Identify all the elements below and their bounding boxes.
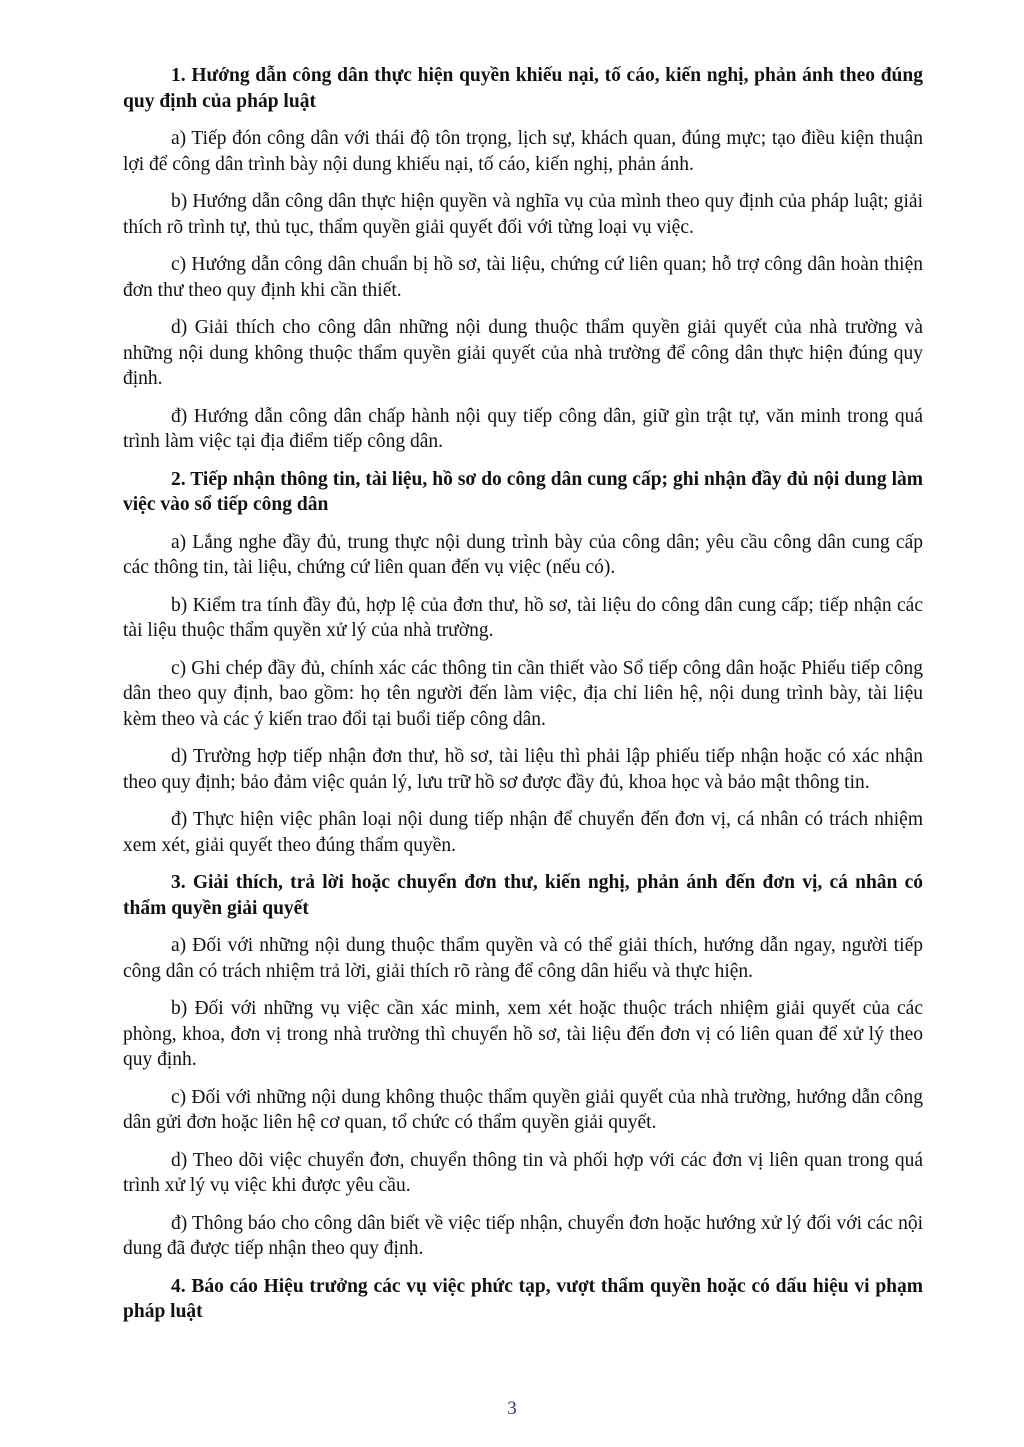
paragraph: đ) Hướng dẫn công dân chấp hành nội quy tiếp công dân, giữ gìn trật tự, văn minh trong quá trình làm việc tại địa điểm tiếp công dân. — [123, 405, 923, 452]
section-heading: 4. Báo cáo Hiệu trưởng các vụ việc phức tạp, vượt thẩm quyền hoặc có dấu hiệu vi phạm pháp luật — [123, 1275, 923, 1322]
paragraph: a) Đối với những nội dung thuộc thẩm quyền và có thể giải thích, hướng dẫn ngay, người tiếp công dân có trách nhiệm trả lời, giải thích rõ ràng để công dân hiểu và thực hiện. — [123, 935, 923, 982]
paragraph: d) Trường hợp tiếp nhận đơn thư, hồ sơ, tài liệu thì phải lập phiếu tiếp nhận hoặc có xác nhận theo quy định; bảo đảm việc quản lý, lưu trữ hồ sơ được đầy đủ, khoa học và bảo mật thông tin. — [123, 746, 923, 793]
section-3 — [123, 870, 923, 1262]
section-4 — [123, 1274, 923, 1325]
paragraph: b) Hướng dẫn công dân thực hiện quyền và nghĩa vụ của mình theo quy định của pháp luật; giải thích rõ trình tự, thủ tục, thẩm quyền giải quyết đối với từng loại vụ việc. — [123, 191, 923, 238]
paragraph: đ) Thực hiện việc phân loại nội dung tiếp nhận để chuyển đến đơn vị, cá nhân có trách nhiệm xem xét, giải quyết theo đúng thẩm quyền. — [123, 809, 923, 856]
paragraph: c) Đối với những nội dung không thuộc thẩm quyền giải quyết của nhà trường, hướng dẫn công dân gửi đơn hoặc liên hệ cơ quan, tổ chức có thẩm quyền giải quyết. — [123, 1086, 923, 1133]
paragraph: d) Theo dõi việc chuyển đơn, chuyển thông tin và phối hợp với các đơn vị liên quan trong quá trình xử lý vụ việc khi được yêu cầu. — [123, 1149, 923, 1196]
paragraph: đ) Thông báo cho công dân biết về việc tiếp nhận, chuyển đơn hoặc hướng xử lý đối với các nội dung đã được tiếp nhận theo quy định. — [123, 1212, 923, 1259]
paragraph: a) Tiếp đón công dân với thái độ tôn trọng, lịch sự, khách quan, đúng mực; tạo điều kiện thuận lợi để công dân trình bày nội dung khiếu nại, tố cáo, kiến nghị, phản ánh. — [123, 128, 923, 175]
section-1 — [123, 63, 923, 455]
paragraph: b) Đối với những vụ việc cần xác minh, xem xét hoặc thuộc trách nhiệm giải quyết của các phòng, khoa, đơn vị trong nhà trường thì chuyển hồ sơ, tài liệu đến đơn vị có liên quan để xử lý theo quy định. — [123, 998, 923, 1070]
paragraph: a) Lắng nghe đầy đủ, trung thực nội dung trình bày của công dân; yêu cầu công dân cung cấp các thông tin, tài liệu, chứng cứ liên quan đến vụ việc (nếu có). — [123, 531, 923, 578]
paragraph: b) Kiểm tra tính đầy đủ, hợp lệ của đơn thư, hồ sơ, tài liệu do công dân cung cấp; tiếp nhận các tài liệu thuộc thẩm quyền xử lý của nhà trường. — [123, 594, 923, 641]
section-heading: 1. Hướng dẫn công dân thực hiện quyền khiếu nại, tố cáo, kiến nghị, phản ánh theo đúng quy định của pháp luật — [123, 65, 923, 112]
section-2 — [123, 467, 923, 859]
page-number: 3 — [507, 1398, 517, 1419]
paragraph: c) Hướng dẫn công dân chuẩn bị hồ sơ, tài liệu, chứng cứ liên quan; hỗ trợ công dân hoàn thiện đơn thư theo quy định khi cần thiết. — [123, 254, 923, 301]
document-page — [123, 63, 923, 1337]
section-heading: 3. Giải thích, trả lời hoặc chuyển đơn thư, kiến nghị, phản ánh đến đơn vị, cá nhân có thẩm quyền giải quyết — [123, 872, 923, 919]
paragraph: c) Ghi chép đầy đủ, chính xác các thông tin cần thiết vào Sổ tiếp công dân hoặc Phiếu tiếp công dân theo quy định, bao gồm: họ tên người đến làm việc, địa chỉ liên hệ, nội dung trình bày, tài liệu kèm theo và các ý kiến trao đổi tại buổi tiếp công dân. — [123, 657, 923, 730]
paragraph: d) Giải thích cho công dân những nội dung thuộc thẩm quyền giải quyết của nhà trường và những nội dung không thuộc thẩm quyền giải quyết của nhà trường để công dân thực hiện đúng quy định. — [123, 317, 923, 389]
section-heading: 2. Tiếp nhận thông tin, tài liệu, hồ sơ do công dân cung cấp; ghi nhận đầy đủ nội dung làm việc vào sổ tiếp công dân — [123, 468, 923, 515]
